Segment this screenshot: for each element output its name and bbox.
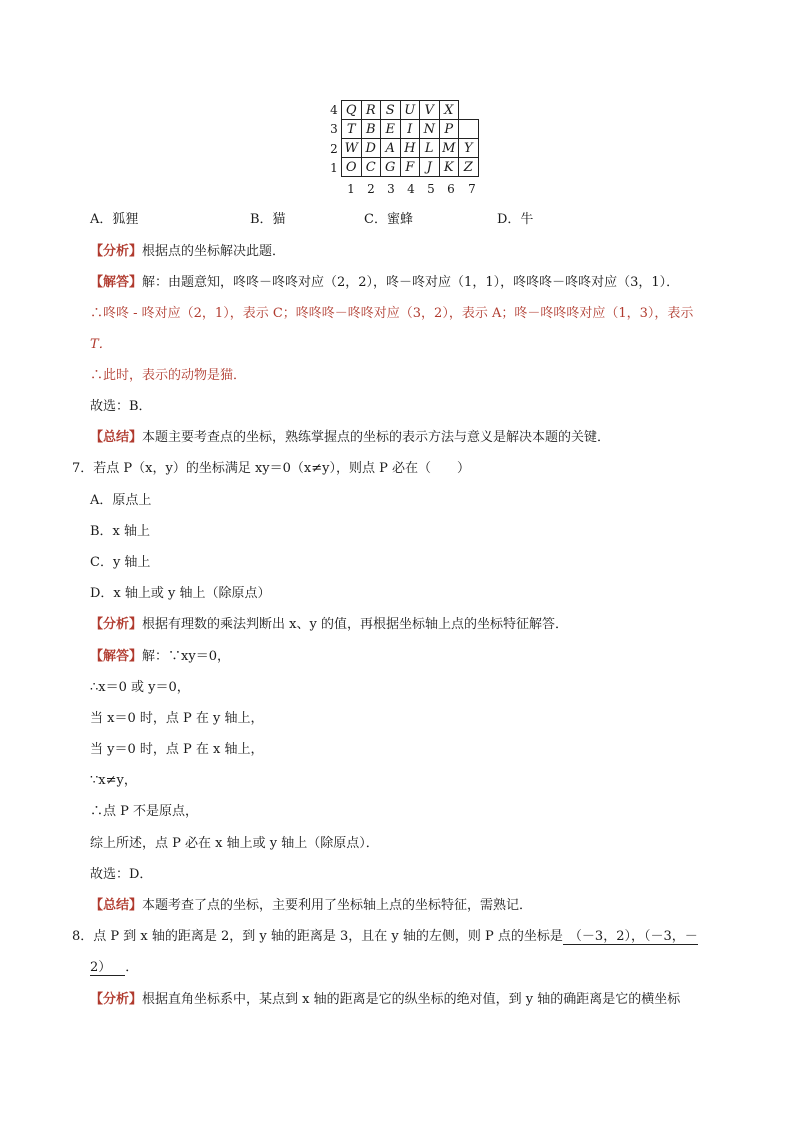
row-label: 2 [330, 142, 338, 156]
grid-row [342, 158, 479, 177]
q8-stem [72, 925, 698, 945]
grid-cell: Q [342, 101, 362, 120]
summary-tag: 【总结】 [90, 898, 143, 913]
analysis-tag: 【分析】 [90, 617, 143, 632]
option-b: B．猫 [250, 212, 286, 227]
col-label: 7 [468, 182, 476, 196]
q7-option-d: D．x 轴上或 y 轴上（除原点） [90, 586, 271, 601]
solution-tag: 【解答】 [90, 275, 143, 290]
solution-tag: 【解答】 [90, 649, 143, 664]
col-label: 2 [367, 182, 375, 196]
q8-period: ． [125, 960, 139, 975]
grid-cell: Z [459, 158, 479, 177]
q7-analysis [90, 613, 568, 632]
analysis-text: 根据直角坐标系中，某点到 x 轴的距离是它的纵坐标的绝对值，到 y 轴的确距离是它的横坐标 [142, 992, 681, 1007]
grid-cell-empty [459, 120, 479, 139]
col-label: 1 [347, 182, 355, 196]
grid-row [342, 101, 479, 120]
q7-option-b: B．x 轴上 [90, 524, 151, 539]
q7-option-c: C．y 轴上 [90, 555, 151, 570]
option-d: D．牛 [497, 212, 534, 227]
q6-choose: 故选：B． [90, 399, 152, 414]
option-c: C．蜜蜂 [364, 212, 413, 227]
option-a: A．狐狸 [90, 212, 139, 227]
q7-solution-line: 综上所述，点 P 必在 x 轴上或 y 轴上（除原点）． [90, 836, 379, 851]
row-label: 1 [330, 161, 338, 175]
grid-cell: E [381, 120, 401, 139]
q7-solution-line: ∴x＝0 或 y＝0， [90, 680, 190, 695]
row-label: 4 [330, 103, 338, 117]
q7-option-a: A．原点上 [90, 493, 152, 508]
q6-summary [90, 426, 610, 445]
summary-tag: 【总结】 [90, 430, 143, 445]
grid-row [342, 120, 479, 139]
q8-answer: （－3，2），（－3，－ [563, 925, 698, 945]
grid-cell: T [342, 120, 362, 139]
col-label: 6 [447, 182, 455, 196]
grid-cell: K [439, 158, 459, 177]
q7-summary [90, 894, 532, 913]
q8-answer-end: 2） [90, 956, 125, 976]
q7-stem: 7．若点 P（x，y）的坐标满足 xy＝0（x≠y），则点 P 必在（ ） [72, 461, 470, 476]
grid-cell: U [400, 101, 420, 120]
grid-cell: A [381, 139, 401, 158]
row-label: 3 [330, 122, 338, 136]
grid-cell: F [400, 158, 420, 177]
q6-solution-line: ∴咚咚 - 咚对应（2，1），表示 C；咚咚咚－咚咚对应（3，2），表示 A；咚－咚咚咚对应（1，3），表示 [90, 306, 694, 321]
q8-analysis [90, 988, 680, 1007]
q7-choose: 故选：D． [90, 867, 153, 882]
grid-cell: Y [459, 139, 479, 158]
q6-solution-line: ∴此时，表示的动物是猫． [90, 368, 247, 383]
q8-stem-text: 8．点 P 到 x 轴的距离是 2，到 y 轴的距离是 3，且在 y 轴的左侧，则 P 点的坐标是 [72, 929, 563, 944]
grid-cell: O [342, 158, 362, 177]
grid-cell: B [361, 120, 381, 139]
col-label: 4 [407, 182, 415, 196]
analysis-tag: 【分析】 [90, 992, 143, 1007]
grid-cell-empty [459, 101, 479, 120]
q6-solution-line: T． [90, 337, 112, 352]
analysis-text: 根据有理数的乘法判断出 x、y 的值，再根据坐标轴上点的坐标特征解答． [142, 617, 568, 632]
grid-cell: D [361, 139, 381, 158]
col-label: 3 [387, 182, 395, 196]
q7-solution-line: 当 x＝0 时，点 P 在 y 轴上， [90, 711, 264, 726]
q7-solution-line: ∴点 P 不是原点， [90, 804, 199, 819]
grid-cell: R [361, 101, 381, 120]
analysis-text: 根据点的坐标解决此题． [142, 244, 286, 259]
grid-row [342, 139, 479, 158]
grid-cell: G [381, 158, 401, 177]
grid-cell: I [400, 120, 420, 139]
solution-text: 解：∵xy＝0， [142, 649, 230, 664]
letter-grid [341, 100, 479, 177]
grid-cell: V [420, 101, 440, 120]
grid-cell: J [420, 158, 440, 177]
summary-text: 本题考查了点的坐标，主要利用了坐标轴上点的坐标特征，需熟记． [142, 898, 533, 913]
q6-solution [90, 271, 679, 290]
q7-solution-line: 当 y＝0 时，点 P 在 x 轴上， [90, 742, 264, 757]
grid-cell: X [439, 101, 459, 120]
summary-text: 本题主要考查点的坐标，熟练掌握点的坐标的表示方法与意义是解决本题的关键． [142, 430, 611, 445]
q8-answer-cont [90, 956, 138, 976]
solution-text: 解：由题意知，咚咚－咚咚对应（2，2），咚－咚对应（1，1），咚咚咚－咚咚对应（3，1）． [142, 275, 680, 290]
grid-cell: H [400, 139, 420, 158]
q6-analysis [90, 240, 285, 259]
q7-solution-line: ∵x≠y， [90, 773, 137, 788]
grid-cell: W [342, 139, 362, 158]
grid-cell: N [420, 120, 440, 139]
q7-solution [90, 645, 230, 664]
grid-cell: M [439, 139, 459, 158]
col-label: 5 [427, 182, 435, 196]
analysis-tag: 【分析】 [90, 244, 143, 259]
grid-cell: C [361, 158, 381, 177]
grid-cell: P [439, 120, 459, 139]
grid-cell: L [420, 139, 440, 158]
grid-cell: S [381, 101, 401, 120]
